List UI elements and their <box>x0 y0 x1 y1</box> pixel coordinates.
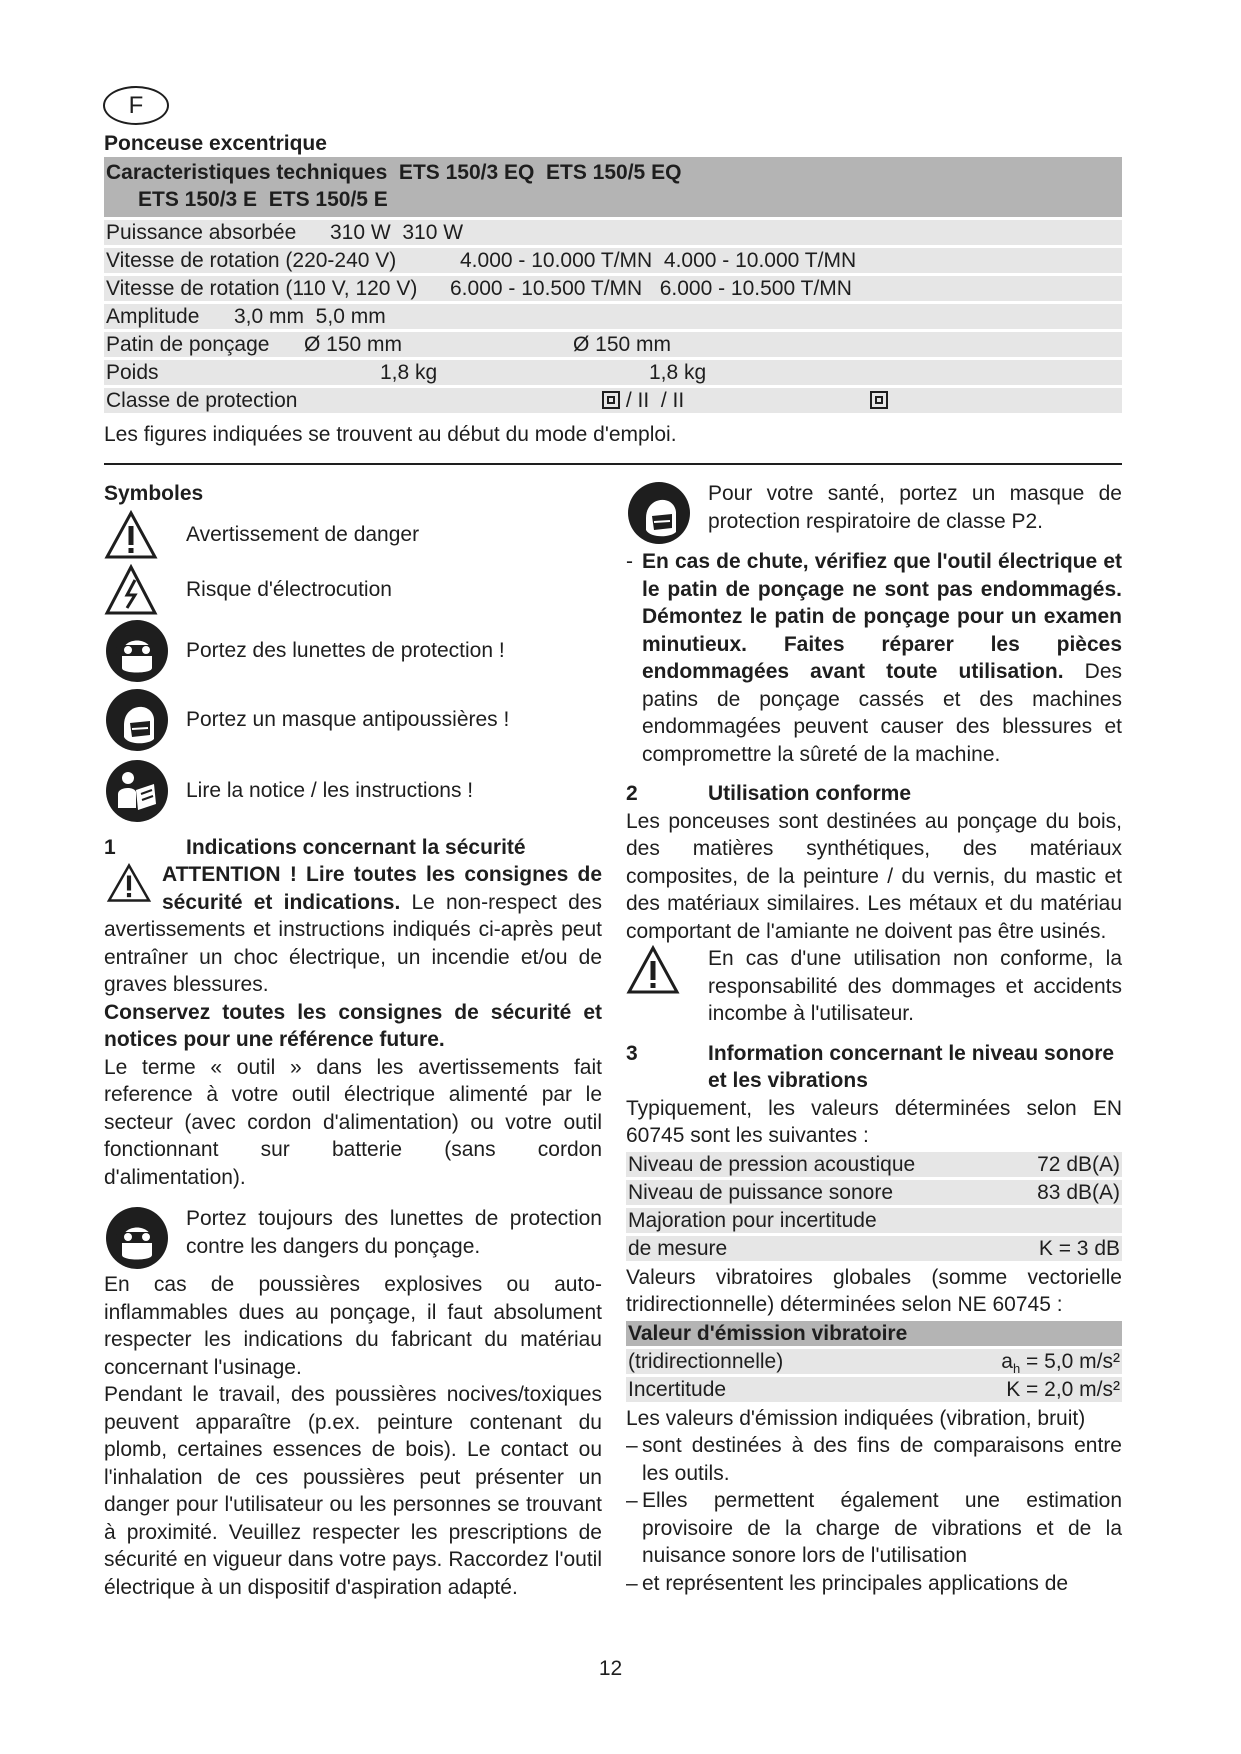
spec-value: 6.000 - 10.500 T/MN 6.000 - 10.500 T/MN <box>450 277 852 300</box>
noise-row <box>626 1208 1122 1233</box>
spec-table <box>104 157 1122 413</box>
emission-list-text: Elles permettent également une estimation provisoire de la charge de vibrations et de la nuisance sonore lors de l'utilisation <box>642 1489 1122 1567</box>
left-column <box>104 480 602 1601</box>
dust-mask-icon <box>104 687 170 753</box>
mask-note-row <box>626 480 1122 546</box>
noise-intro: Typiquement, les valeurs déterminées selon EN 60745 sont les suivantes : <box>626 1096 1122 1147</box>
symbol-row-warning <box>104 508 602 562</box>
vibration-row <box>626 1349 1122 1374</box>
noise-value: 83 dB(A) <box>1037 1180 1120 1204</box>
explosive-dust-text: En cas de poussières explosives ou auto-inflammables dues au ponçage, il faut absolument respecter les indications du fabricant du matériau concernant l'usinage. <box>104 1273 602 1379</box>
mask-note: Pour votre santé, portez un masque de protection respiratoire de classe P2. <box>708 482 1122 533</box>
tool-definition-text: Le terme « outil » dans les avertissements fait reference à votre outil électrique alimenté par le secteur (avec cordon d'alimentation) ou votre outil fonctionnant sur batterie (sans cordon d'alimentation). <box>104 1055 602 1189</box>
symbol-label: Lire la notice / les instructions ! <box>186 778 474 802</box>
spec-value: 3,0 mm 5,0 mm <box>234 305 386 328</box>
spec-value <box>870 388 888 413</box>
spec-header-line1: Caracteristiques techniques ETS 150/3 EQ ETS 150/5 EQ <box>106 161 682 184</box>
vibration-value: K = 2,0 m/s² <box>1006 1377 1120 1401</box>
toxic-dust-text: Pendant le travail, des poussières nocives/toxiques peuvent apparaître (p.ex. peinture contenant du plomb, certaines essences de bois). Le contact ou l'inhalation de ces poussières peut présenter un danger pour l'utilisateur ou les personnes se trouvant à proximité. Veuillez respecter les prescriptions de sécurité en vigueur dans votre pays. Raccordez l'outil électrique à un dispositif d'aspiration adapté. <box>104 1383 602 1599</box>
section-title: Information concernant le niveau sonore et les vibrations <box>708 1041 1115 1092</box>
spec-row-speed-110v <box>104 276 1122 301</box>
noise-label: de mesure <box>628 1236 728 1260</box>
noise-value: 72 dB(A) <box>1037 1152 1120 1176</box>
protection-class-icon <box>602 391 620 409</box>
spec-label: Vitesse de rotation (220-240 V) <box>106 249 397 272</box>
spec-table-header <box>104 157 1122 217</box>
vibration-row <box>626 1377 1122 1402</box>
spec-value: 1,8 kg <box>649 361 707 384</box>
spec-label: Puissance absorbée <box>106 221 297 244</box>
read-manual-icon <box>104 758 170 824</box>
spec-value-text: / II / II <box>625 389 685 412</box>
section-3-heading <box>626 1040 1122 1095</box>
section-1-heading <box>104 834 602 862</box>
attention-rest: Le non-respect des avertissements et instructions indiqués ci-après peut entraîner un choc électrique, un incendie et/ou de graves blessures. <box>104 890 602 996</box>
misuse-warning-row <box>626 945 1122 1028</box>
goggles-note-row <box>104 1205 602 1271</box>
attention-text: ATTENTION ! Lire toutes les consignes de sécurité et indications. <box>162 863 602 914</box>
emission-list-intro: Les valeurs d'émission indiquées (vibration, bruit) <box>626 1406 1086 1430</box>
spec-row-amplitude <box>104 304 1122 329</box>
symbol-label: Portez des lunettes de protection ! <box>186 638 505 662</box>
noise-value: K = 3 dB <box>1038 1236 1120 1260</box>
right-column <box>626 480 1122 1597</box>
symbol-row-manual <box>104 756 602 826</box>
spec-value: 1,8 kg <box>380 361 438 384</box>
vibration-head <box>626 1321 1122 1346</box>
section-title: Indications concernant la sécurité <box>186 835 526 859</box>
goggles-note: Portez toujours des lunettes de protection contre les dangers du ponçage. <box>186 1207 602 1258</box>
symbol-label: Portez un masque antipoussières ! <box>186 707 510 731</box>
warning-icon <box>626 945 692 995</box>
section-number: 1 <box>104 835 116 859</box>
symbol-label: Risque d'électrocution <box>186 577 392 601</box>
vibration-value: $a_h = 5,0$ m/s² <box>1001 1349 1120 1376</box>
noise-label: Niveau de pression acoustique <box>628 1152 916 1176</box>
page-number: 12 <box>598 1657 623 1680</box>
spec-row-speed-230v <box>104 248 1122 273</box>
section-number: 3 <box>626 1041 638 1065</box>
symbols-title: Symboles <box>104 482 204 505</box>
noise-row <box>626 1152 1122 1177</box>
emission-list-item: – sont destinées à des fins de comparaisons entre les outils. <box>626 1432 1122 1487</box>
intended-use-text: Les ponceuses sont destinées au ponçage du bois, des matières synthétiques, des matériaux composites, de la peinture / du vernis, du mastic et des matériaux similaires. Les métaux et du matériau comportant de l'amiante ne doivent pas être usinés. <box>626 809 1122 943</box>
misuse-warning: En cas d'une utilisation non conforme, la responsabilité des dommages et accidents incombe à l'utilisateur. <box>708 947 1122 1025</box>
spec-label: Poids <box>106 361 159 384</box>
spec-value <box>602 388 684 413</box>
vibration-table <box>626 1321 1122 1402</box>
spec-label: Patin de ponçage <box>106 333 270 356</box>
language-code: F <box>128 91 144 119</box>
emission-list-text: et représentent les principales applications de <box>642 1571 1069 1595</box>
spec-row-protection-class <box>104 388 1122 413</box>
spec-label: Vitesse de rotation (110 V, 120 V) <box>106 277 418 300</box>
vibration-label: (tridirectionnelle) <box>628 1349 784 1373</box>
keep-instructions-text: Conservez toutes les consignes de sécurité et notices pour une référence future. <box>104 1000 602 1051</box>
drop-check-item: - En cas de chute, vérifiez que l'outil électrique et le patin de ponçage ne sont pas endommagés. Démontez le patin de ponçage pour un examen minutieux. Faites réparer les pièces endommagées avant toute utilisation. Des patins de ponçage cassés et des machines endommagées peuvent causer des blessures et compromettre la sûreté de la machine. <box>626 548 1122 768</box>
drop-check-text <box>642 548 1122 768</box>
emission-list-item: – Elles permettent également une estimation provisoire de la charge de vibrations et de la nuisance sonore lors de l'utilisation <box>626 1487 1122 1570</box>
language-badge <box>103 86 169 125</box>
symbol-label: Avertissement de danger <box>186 522 420 546</box>
drop-check-bold: En cas de chute, vérifiez que l'outil électrique et le patin de ponçage ne sont pas endommagés. Démontez le patin de ponçage pour un examen minutieux. Faites réparer les pièces endommagées avant toute utilisation. <box>642 550 1122 683</box>
symbol-row-electric <box>104 562 602 618</box>
divider <box>104 463 1122 465</box>
spec-value: 310 W 310 W <box>330 221 464 244</box>
spec-label: Classe de protection <box>106 389 298 412</box>
spec-value: Ø 150 mm <box>304 333 403 356</box>
figures-note: Les figures indiquées se trouvent au début du mode d'emploi. <box>104 423 677 446</box>
spec-value: Ø 150 mm <box>573 333 672 356</box>
protection-class-icon <box>870 391 888 409</box>
spec-row-weight <box>104 360 1122 385</box>
emission-list-text: sont destinées à des fins de comparaisons entre les outils. <box>642 1434 1122 1485</box>
safety-goggles-icon <box>104 618 170 684</box>
noise-row <box>626 1236 1122 1261</box>
vibration-intro: Valeurs vibratoires globales (somme vectorielle tridirectionnelle) déterminées selon NE 60745 : <box>626 1265 1122 1316</box>
warning-icon <box>104 863 154 903</box>
noise-row <box>626 1180 1122 1205</box>
symbol-row-goggles <box>104 618 602 684</box>
spec-label: Amplitude <box>106 305 200 328</box>
spec-header-line2: ETS 150/3 E ETS 150/5 E <box>138 188 388 211</box>
noise-label: Niveau de puissance sonore <box>628 1180 894 1204</box>
noise-table <box>626 1152 1122 1261</box>
section-2-heading <box>626 780 1122 808</box>
safety-attention-paragraph <box>104 861 602 999</box>
spec-value: 4.000 - 10.000 T/MN 4.000 - 10.000 T/MN <box>460 249 857 272</box>
vibration-head-label: Valeur d'émission vibratoire <box>628 1321 908 1345</box>
symbol-row-mask <box>104 684 602 756</box>
electric-shock-icon <box>104 564 170 616</box>
section-title: Utilisation conforme <box>708 782 912 805</box>
emission-list-item: – et représentent les principales applications de <box>626 1570 1122 1598</box>
dust-mask-icon <box>626 480 692 546</box>
noise-label: Majoration pour incertitude <box>628 1208 877 1232</box>
vibration-label: Incertitude <box>628 1377 727 1401</box>
section-number: 2 <box>626 782 638 805</box>
spec-row-power <box>104 220 1122 245</box>
spec-row-pad <box>104 332 1122 357</box>
warning-icon <box>104 510 170 560</box>
safety-goggles-icon <box>104 1205 170 1271</box>
drop-check-rest: Des patins de ponçage cassés et des machines endommagées peuvent causer des blessures et compromettre la sûreté de la machine. <box>642 660 1122 766</box>
product-title: Ponceuse excentrique <box>104 132 327 155</box>
